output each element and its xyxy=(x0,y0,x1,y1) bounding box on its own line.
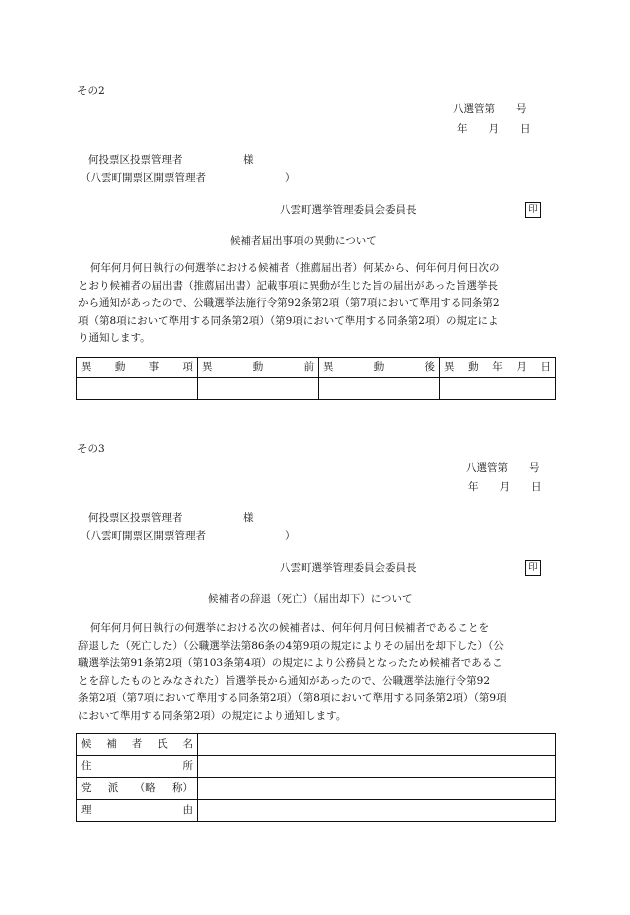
section-3-sender: 八雲町選挙管理委員会委員長 xyxy=(280,562,417,574)
body-line: 辞退した（死亡した）（公職選挙法第86条の4第9項の規定によりその届出を却下した）（公 xyxy=(78,639,504,652)
body-line: から通知があったので、公職選挙法施行令第92条第2項（第7項において準用する同条第2 xyxy=(78,297,500,309)
body-line: り通知します。 xyxy=(78,332,151,344)
section-3-body xyxy=(78,620,558,725)
row-label-party: 党 派 （略 称） xyxy=(77,778,198,800)
section-2-sender: 八雲町選挙管理委員会委員長 xyxy=(280,204,417,216)
table-cell[interactable] xyxy=(319,378,440,400)
table-header-row xyxy=(77,358,556,378)
section-2-addressee-2-close: ） xyxy=(285,172,296,184)
table-row xyxy=(77,778,556,800)
section-2-label: その2 xyxy=(77,85,105,97)
body-line: 項（第8項において準用する同条第2項）（第9項において準用する同条第2項）の規定によ xyxy=(78,314,499,327)
section-2-addressee: 何投票区投票管理者 xyxy=(88,154,183,166)
section-3-addressee: 何投票区投票管理者 xyxy=(88,512,183,524)
section-2-change-table xyxy=(76,357,556,400)
section-3-title: 候補者の辞退（死亡）（届出却下）について xyxy=(208,593,413,605)
section-2-seal-mark: 印 xyxy=(525,202,541,218)
body-line: とおり候補者の届出書（推薦届出書）記載事項に異動が生じた旨の届出があった旨選挙長 xyxy=(78,279,498,292)
table-cell[interactable] xyxy=(198,756,556,778)
section-2-date: 年 月 日 xyxy=(457,123,531,135)
row-label-address: 住 所 xyxy=(77,756,198,778)
header-after-change: 異 動 後 xyxy=(319,358,440,378)
section-2-title: 候補者届出事項の異動について xyxy=(230,235,377,247)
section-2-sama: 様 xyxy=(243,154,254,166)
body-line: において準用する同条第2項）の規定により通知します。 xyxy=(78,709,347,722)
body-line: 職選挙法第91条第2項（第103条第4項）の規定により公務員となったため候補者であるこ xyxy=(78,657,503,669)
row-label-reason: 理 由 xyxy=(77,800,198,822)
section-2-addressee-2: （八雲町開票区開票管理者 xyxy=(80,172,206,184)
header-change-date: 異 動 年 月 日 xyxy=(440,358,556,378)
row-label-candidate-name: 候 補 者 氏 名 xyxy=(77,734,198,756)
section-3-date: 年 月 日 xyxy=(468,481,542,493)
table-row xyxy=(77,756,556,778)
section-3-addressee-2: （八雲町開票区開票管理者 xyxy=(80,530,206,542)
body-line: 何年何月何日執行の何選挙における次の候補者は、何年何月何日候補者であることを xyxy=(90,622,489,634)
section-2-body xyxy=(78,260,558,348)
body-line: 何年何月何日執行の何選挙における候補者（推薦届出者）何某から、何年何月何日次の xyxy=(90,262,500,274)
section-2-doc-number: 八選管第 号 xyxy=(453,103,527,115)
table-cell[interactable] xyxy=(198,800,556,822)
section-3-addressee-2-close: ） xyxy=(285,530,296,542)
section-3-sama: 様 xyxy=(243,512,254,524)
header-change-item: 異 動 事 項 xyxy=(77,358,198,378)
table-row xyxy=(77,800,556,822)
body-line: とを辞したものとみなされた）旨選挙長から通知があったので、公職選挙法施行令第92 xyxy=(78,674,491,687)
section-3-doc-number: 八選管第 号 xyxy=(466,462,540,474)
table-row xyxy=(77,734,556,756)
table-cell[interactable] xyxy=(198,734,556,756)
table-cell[interactable] xyxy=(198,378,319,400)
table-cell[interactable] xyxy=(440,378,556,400)
body-line: 条第2項（第7項において準用する同条第2項）（第8項において準用する同条第2項）（第9項 xyxy=(78,692,507,704)
section-3-candidate-table xyxy=(76,733,556,822)
table-row xyxy=(77,378,556,400)
table-cell[interactable] xyxy=(77,378,198,400)
section-3-label: その3 xyxy=(77,443,105,455)
section-3-seal-mark: 印 xyxy=(525,560,541,576)
header-before-change: 異 動 前 xyxy=(198,358,319,378)
table-cell[interactable] xyxy=(198,778,556,800)
